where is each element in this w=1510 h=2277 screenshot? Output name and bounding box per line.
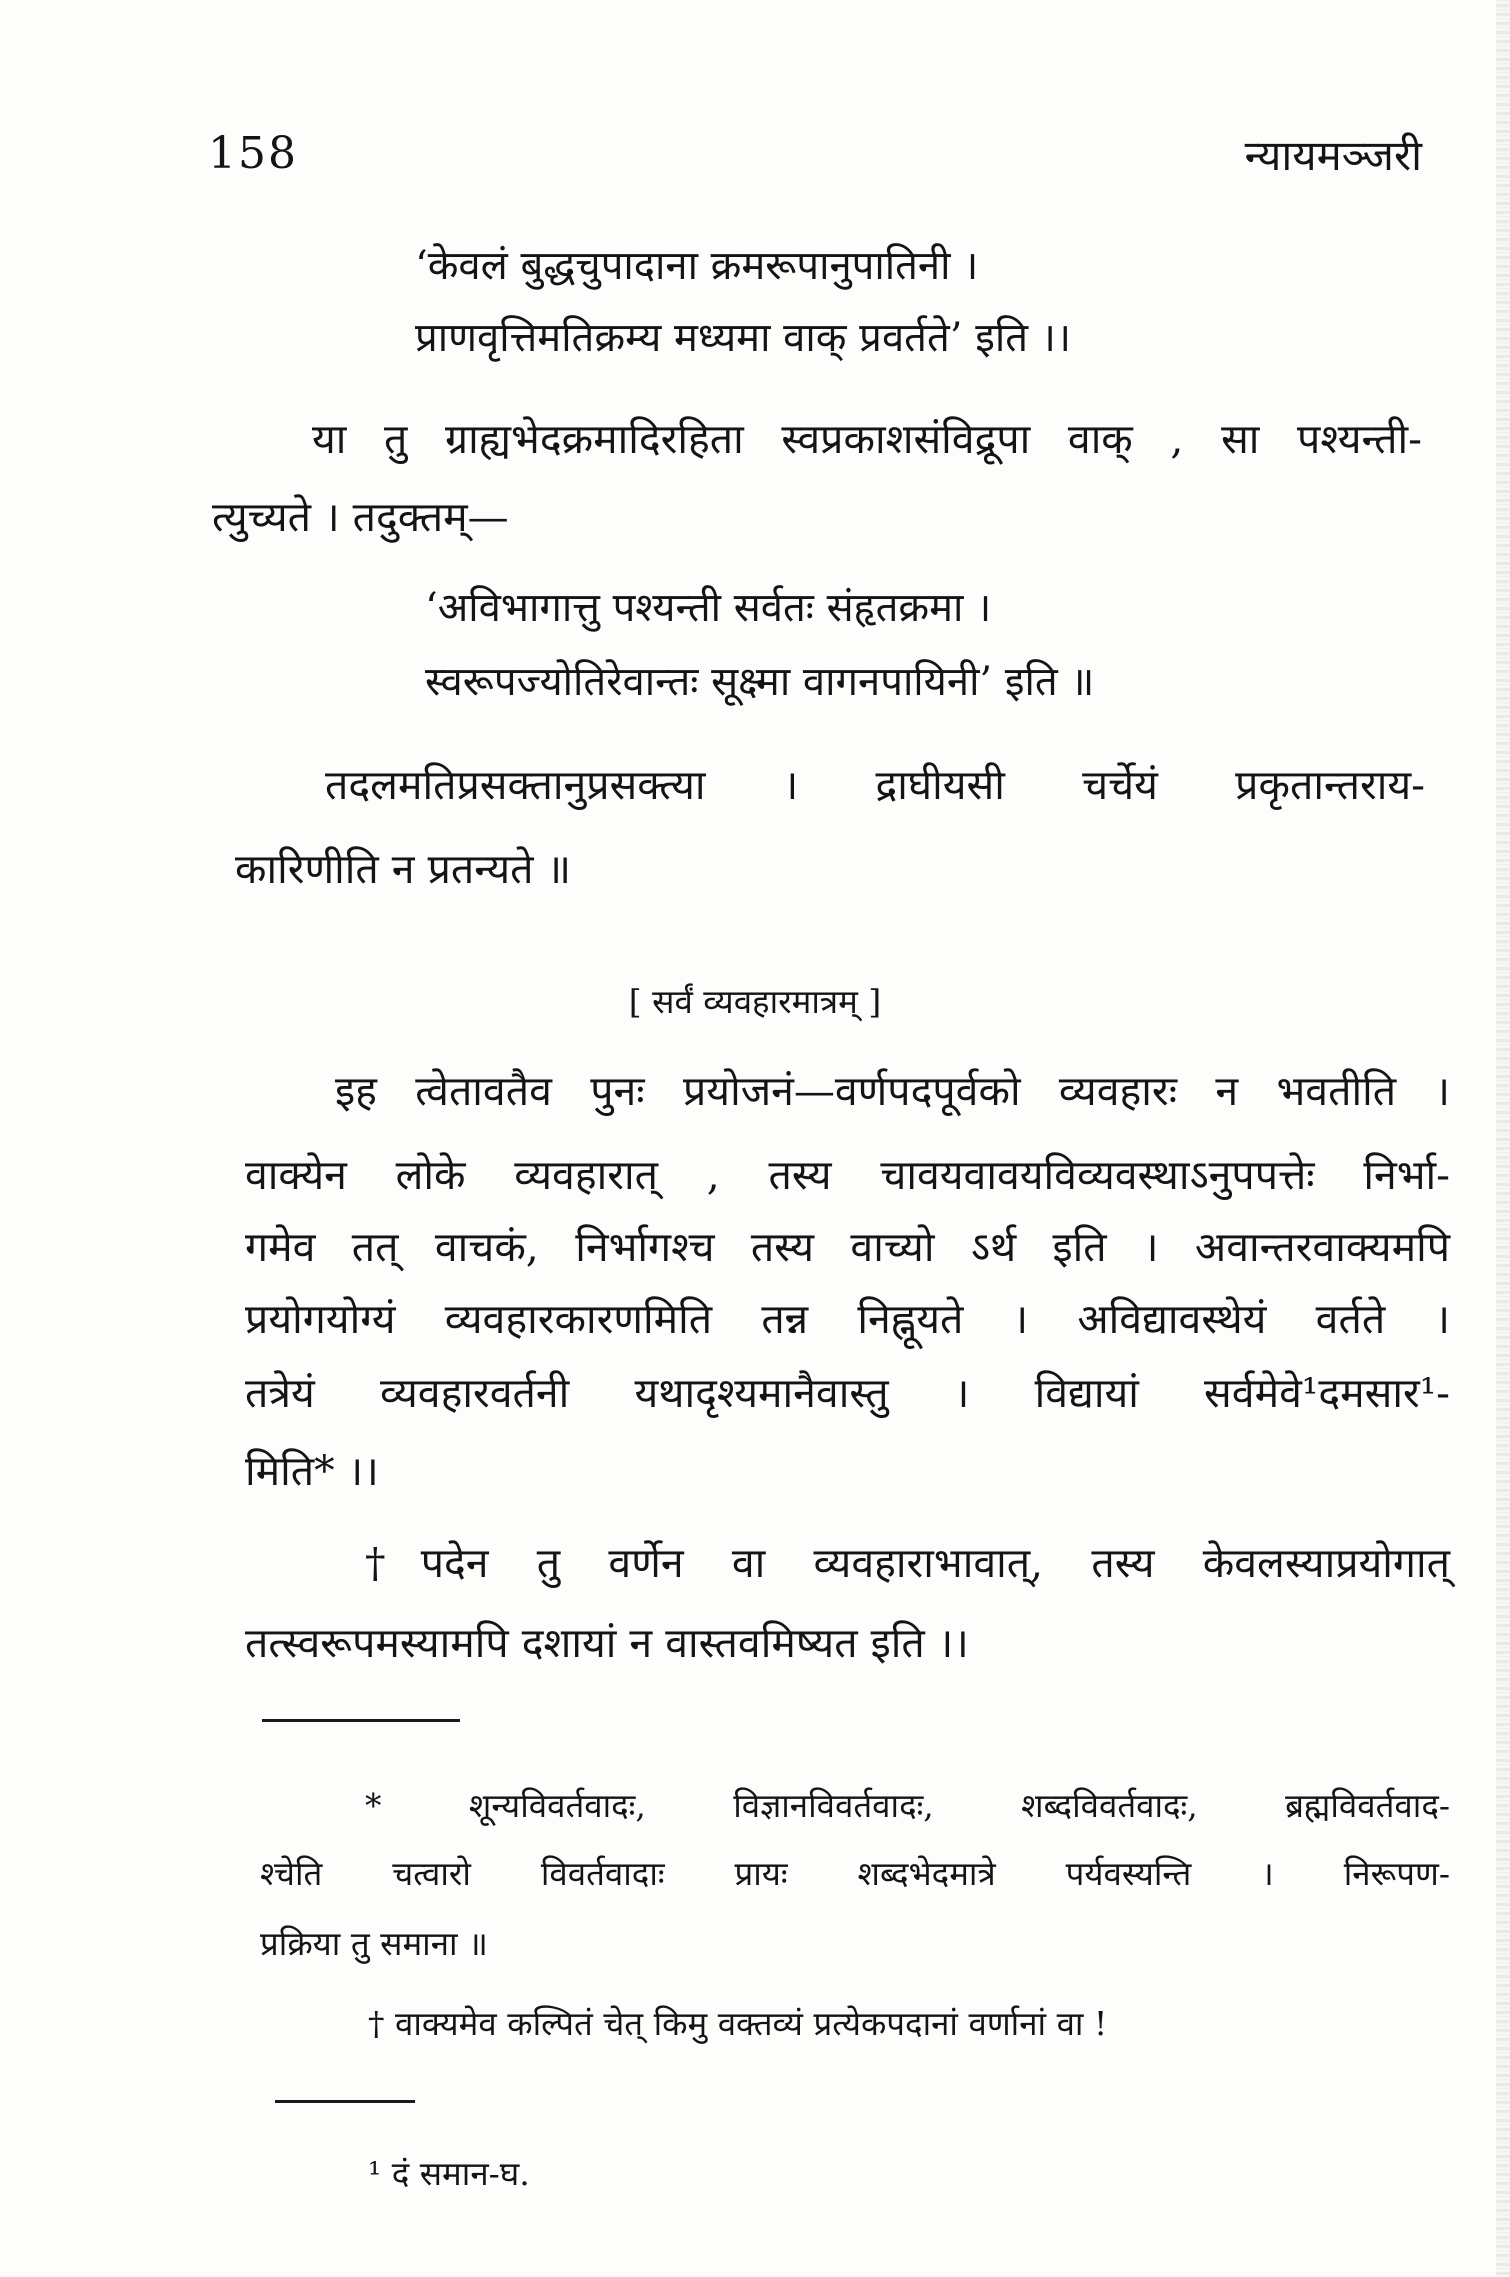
footnote-variant: ¹ दं समान-घ. bbox=[368, 2154, 530, 2193]
footnote-divider bbox=[275, 2100, 415, 2103]
page-number: 158 bbox=[208, 128, 298, 179]
notes-divider bbox=[262, 1719, 460, 1722]
para4-line1: †पदेन तु वर्णेन वा व्यवहाराभावात्, तस्य केवलस्याप्रयोगात् bbox=[365, 1539, 1450, 1587]
section-heading: [ सर्वं व्यवहारमात्रम् ] bbox=[628, 982, 882, 1021]
running-head: न्यायमञ्जरी bbox=[1244, 131, 1422, 180]
para2-line2: कारिणीति न प्रतन्यते ॥ bbox=[235, 845, 572, 893]
binding-edge bbox=[1496, 0, 1510, 2277]
verse1-line2: प्राणवृत्तिमतिक्रम्य मध्यमा वाक् प्रवर्तते’ इति ।। bbox=[415, 315, 1072, 361]
para3-line3: गमेव तत् वाचकं, निर्भागश्च तस्य वाच्यो ऽर्थ इति । अवान्तरवाक्यमपि bbox=[245, 1223, 1450, 1271]
verse2-line1: ‘अविभागात्तु पश्यन्ती सर्वतः संहृतक्रमा । bbox=[425, 585, 992, 631]
para1-line2: त्युच्यते । तदुक्तम्— bbox=[212, 493, 509, 541]
verse2-line2: स्वरूपज्योतिरेवान्तः सूक्ष्मा वागनपायिनी’ इति ॥ bbox=[425, 659, 1095, 705]
para4-line2: तत्स्वरूपमस्यामपि दशायां न वास्तवमिष्यत इति ।। bbox=[245, 1619, 969, 1667]
para3-line4: प्रयोगयोग्यं व्यवहारकारणमिति तन्न निह्नूयते । अविद्यावस्थेयं वर्तते । bbox=[245, 1295, 1450, 1343]
para3-line2: वाक्येन लोके व्यवहारात् , तस्य चावयवावयविव्यवस्थाऽनुपपत्तेः निर्भा- bbox=[245, 1151, 1450, 1199]
note-dagger: † वाक्यमेव कल्पितं चेत् किमु वक्तव्यं प्रत्येकपदानां वर्णानां वा ! bbox=[368, 2004, 1108, 2043]
para3-line6: मिति* ।। bbox=[245, 1447, 379, 1495]
para3-line5: तत्रेयं व्यवहारवर्तनी यथादृश्यमानैवास्तु । विद्यायां सर्वमेवे¹दमसार¹- bbox=[245, 1369, 1450, 1417]
para1-line1: या तु ग्राह्यभेदक्रमादिरहिता स्वप्रकाशसंविद्रूपा वाक् , सा पश्यन्ती- bbox=[312, 415, 1422, 463]
note-star-line1: * शून्यविवर्तवादः, विज्ञानविवर्तवादः, शब्दविवर्तवादः, ब्रह्मविवर्तवाद- bbox=[365, 1786, 1450, 1825]
verse1-line1: ‘केवलं बुद्धचुपादाना क्रमरूपानुपातिनी । bbox=[415, 243, 979, 289]
note-star-line2: श्चेति चत्वारो विवर्तवादाः प्रायः शब्दभेदमात्रे पर्यवस्यन्ति । निरूपण- bbox=[260, 1854, 1450, 1893]
para2-line1: तदलमतिप्रसक्तानुप्रसक्त्या । द्राघीयसी चर्चेयं प्रकृतान्तराय- bbox=[325, 761, 1425, 809]
note-star-line3: प्रक्रिया तु समाना ॥ bbox=[260, 1924, 488, 1963]
para3-line1: इह त्वेतावतैव पुनः प्रयोजनं—वर्णपदपूर्वको व्यवहारः न भवतीति । bbox=[335, 1067, 1450, 1115]
